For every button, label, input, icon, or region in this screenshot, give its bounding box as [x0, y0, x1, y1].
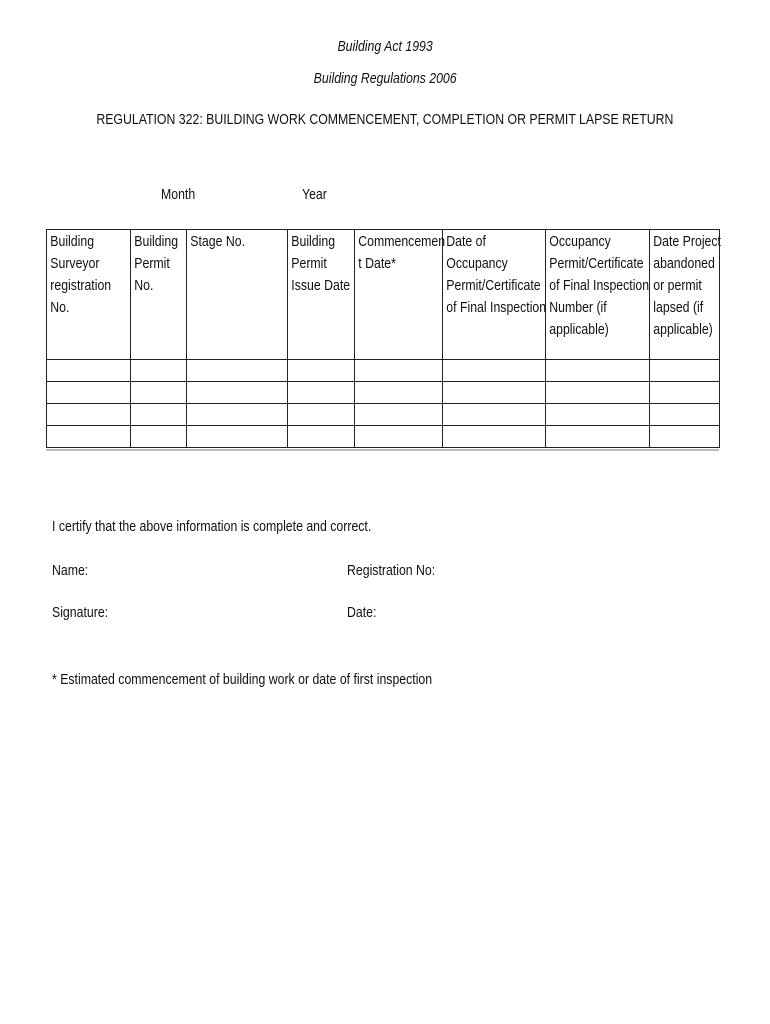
table-cell[interactable]: [288, 360, 355, 382]
month-label: Month: [161, 186, 196, 203]
table-cell[interactable]: [546, 404, 650, 426]
table-cell[interactable]: [355, 426, 443, 448]
table-cell[interactable]: [650, 360, 720, 382]
registration-label: Registration No:: [347, 562, 436, 579]
table-row: [47, 360, 720, 382]
column-header: Building Surveyor registration No.: [47, 230, 131, 360]
table-cell[interactable]: [355, 404, 443, 426]
column-header: Stage No.: [187, 230, 288, 360]
table-row: [47, 382, 720, 404]
table-cell[interactable]: [187, 404, 288, 426]
table-row: [47, 404, 720, 426]
year-label: Year: [302, 186, 327, 203]
table-cell[interactable]: [650, 382, 720, 404]
form-title: REGULATION 322: BUILDING WORK COMMENCEMENT, COMPLETION OR PERMIT LAPSE RETURN: [96, 111, 674, 128]
certification-statement: I certify that the above information is complete and correct.: [52, 518, 372, 535]
table-cell[interactable]: [546, 426, 650, 448]
table-cell[interactable]: [443, 382, 546, 404]
table-cell[interactable]: [131, 404, 187, 426]
table-bottom-rule: [46, 449, 719, 451]
column-header: Date of Occupancy Permit/Certificate of Final Inspection: [443, 230, 546, 360]
table-cell[interactable]: [131, 426, 187, 448]
regulations-heading: Building Regulations 2006: [313, 70, 457, 87]
table-cell[interactable]: [187, 382, 288, 404]
table-cell[interactable]: [546, 382, 650, 404]
date-label: Date:: [347, 604, 377, 621]
table-cell[interactable]: [546, 360, 650, 382]
table-cell[interactable]: [131, 382, 187, 404]
table-cell[interactable]: [650, 404, 720, 426]
table-header-row: [47, 230, 720, 360]
table-cell[interactable]: [131, 360, 187, 382]
table-cell[interactable]: [187, 426, 288, 448]
table-cell[interactable]: [288, 382, 355, 404]
table-cell[interactable]: [355, 382, 443, 404]
table-cell[interactable]: [443, 426, 546, 448]
table-cell[interactable]: [650, 426, 720, 448]
table-cell[interactable]: [47, 360, 131, 382]
footnote: * Estimated commencement of building work or date of first inspection: [52, 671, 433, 688]
table-cell[interactable]: [288, 404, 355, 426]
name-label: Name:: [52, 562, 89, 579]
column-header: Occupancy Permit/Certificate of Final Inspection Number (if applicable): [546, 230, 650, 360]
table-cell[interactable]: [443, 404, 546, 426]
signature-label: Signature:: [52, 604, 109, 621]
table-cell[interactable]: [443, 360, 546, 382]
returns-table: [46, 229, 720, 448]
table-cell[interactable]: [355, 360, 443, 382]
column-header: Building Permit Issue Date: [288, 230, 355, 360]
table-cell[interactable]: [47, 382, 131, 404]
table-cell[interactable]: [47, 404, 131, 426]
table-cell[interactable]: [288, 426, 355, 448]
column-header: Building Permit No.: [131, 230, 187, 360]
table-row: [47, 426, 720, 448]
column-header: Commencement Date*: [355, 230, 443, 360]
table-cell[interactable]: [187, 360, 288, 382]
column-header: Date Project abandoned or permit lapsed (if applicable): [650, 230, 720, 360]
table-cell[interactable]: [47, 426, 131, 448]
act-heading: Building Act 1993: [337, 38, 433, 55]
